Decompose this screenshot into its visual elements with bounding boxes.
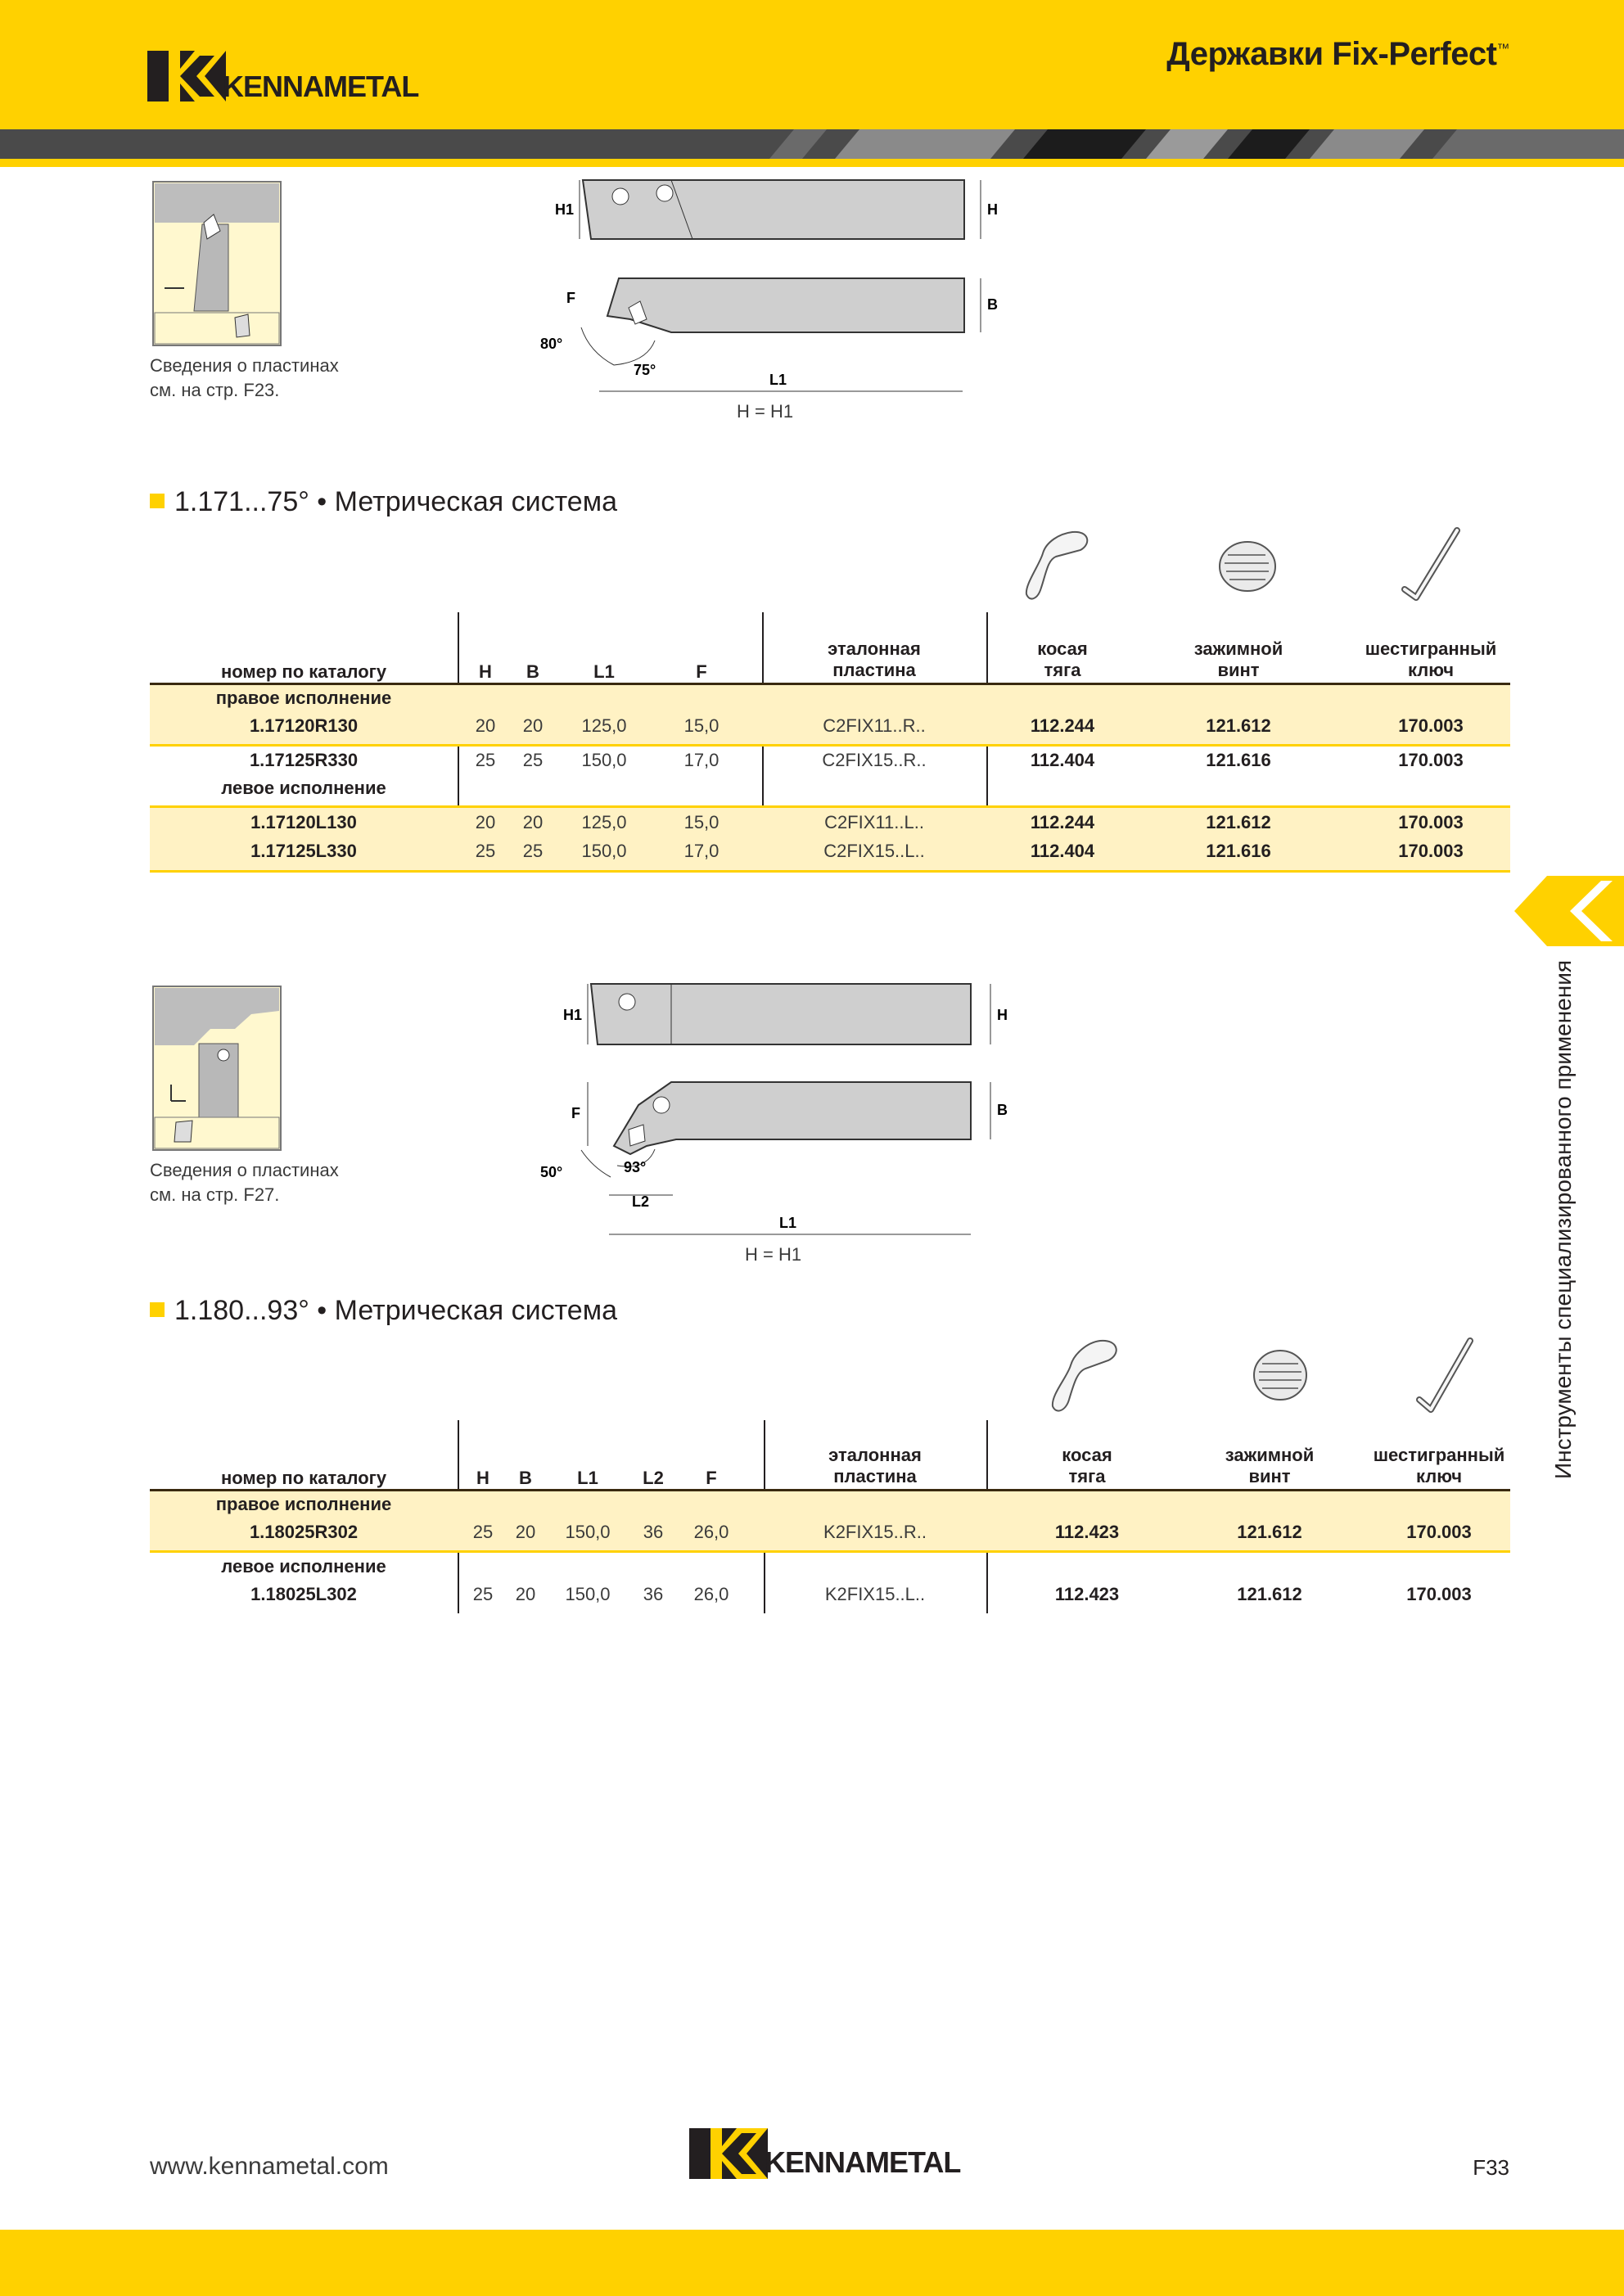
catalog-number: 1.17120L130 (250, 812, 357, 832)
page-title (1166, 36, 1509, 73)
holder-table-2 (150, 1420, 1510, 1617)
col-header-f: F (706, 1468, 717, 1488)
kennametal-logo (147, 51, 426, 101)
cell-screw: 121.616 (1206, 841, 1271, 861)
catalog-number: 1.18025L302 (250, 1584, 357, 1604)
cell-h: 25 (475, 750, 496, 770)
cell-f: 26,0 (693, 1584, 729, 1604)
group-label-right: правое исполнение (215, 688, 392, 708)
cell-insert: K2FIX15..L.. (824, 1584, 926, 1604)
col-header-key (1353, 638, 1509, 681)
clamp-screw-icon (1244, 1339, 1318, 1413)
col-header-h: H (479, 661, 492, 682)
side-tab-label-text: Инструменты специализированного применения (1550, 959, 1576, 1480)
cell-l1: 150,0 (581, 841, 627, 861)
section-heading-text: 1.180...93° • Метрическая система (174, 1295, 617, 1326)
cell-screw: 121.616 (1206, 750, 1271, 770)
yellow-square-bullet (150, 494, 165, 508)
col-header-catalog: номер по каталогу (220, 661, 387, 682)
cell-insert: K2FIX15..R.. (823, 1522, 927, 1542)
cell-h: 25 (472, 1584, 494, 1604)
table-bottom-rule (150, 870, 1510, 873)
cell-screw: 121.612 (1206, 715, 1271, 736)
col-header-catalog: номер по каталогу (220, 1468, 387, 1488)
cell-key: 170.003 (1406, 1522, 1472, 1542)
clamp-screw-icon (1211, 530, 1285, 604)
dim-b: B (987, 296, 998, 313)
col-header-l2: L2 (643, 1468, 664, 1488)
col-header-line: пластина (832, 660, 916, 680)
caption-line: см. на стр. F23. (150, 380, 280, 400)
cell-insert: C2FIX11..R.. (823, 715, 926, 736)
col-header-lever (1050, 1445, 1124, 1487)
section-heading-2 (150, 1295, 617, 1327)
cell-l2: 36 (643, 1522, 664, 1542)
insert-reference-caption-2 (150, 1158, 363, 1207)
col-header-insert (809, 638, 940, 681)
header-stripe-accent (0, 159, 1624, 167)
cell-key: 170.003 (1398, 841, 1464, 861)
website-link[interactable]: www.kennametal.com (150, 2153, 389, 2180)
cell-h: 20 (475, 715, 496, 736)
footer-band (0, 2230, 1624, 2296)
toolholder-drawing-1-svg (532, 172, 998, 426)
clamp-lever-icon (1023, 524, 1105, 614)
col-header-screw (1220, 1445, 1319, 1487)
catalog-number: 1.17125R330 (249, 750, 359, 770)
catalog-number: 1.17125L330 (250, 841, 357, 861)
col-header-f: F (696, 661, 707, 682)
caption-line: Сведения о пластинах (150, 1160, 339, 1180)
hex-key-icon (1392, 524, 1465, 614)
insert-reference-caption-1 (150, 354, 363, 403)
col-header-line: эталонная (828, 1445, 922, 1465)
cell-l1: 150,0 (581, 750, 627, 770)
cell-l1: 125,0 (581, 812, 627, 832)
col-header-line: косая (1062, 1445, 1112, 1465)
insert-thumbnail-2-image (153, 986, 281, 1150)
section-heading-1 (150, 486, 617, 518)
cell-l1: 150,0 (565, 1522, 611, 1542)
cell-insert: C2FIX15..R.. (822, 750, 927, 770)
logo-wordmark: KENNAMETAL (765, 2145, 961, 2179)
col-header-line: шестигранный (1365, 638, 1497, 659)
cell-h: 25 (472, 1522, 494, 1542)
footer-kennametal-logo (689, 2128, 968, 2179)
angle-50: 50° (540, 1164, 563, 1180)
cell-b: 20 (515, 1522, 536, 1542)
caption-line: см. на стр. F27. (150, 1184, 280, 1205)
cell-screw: 121.612 (1206, 812, 1271, 832)
cell-h: 20 (475, 812, 496, 832)
cell-lever: 112.404 (1030, 750, 1095, 770)
dim-b: B (997, 1102, 1008, 1118)
dim-h1: H1 (563, 1007, 583, 1023)
cell-f: 17,0 (683, 841, 720, 861)
stripe-pattern (0, 129, 1624, 159)
chevron-tab-icon (1514, 876, 1624, 946)
kennametal-logo-mark (147, 51, 226, 101)
cell-key: 170.003 (1398, 812, 1464, 832)
cell-f: 15,0 (683, 812, 720, 832)
col-header-line: тяга (1044, 660, 1081, 680)
cell-l2: 36 (643, 1584, 664, 1604)
col-header-line: косая (1037, 638, 1088, 659)
catalog-number: 1.18025R302 (249, 1522, 359, 1542)
cell-b: 20 (522, 715, 544, 736)
side-tab-label (1539, 959, 1588, 1480)
insert-thumbnail-1-image (153, 182, 281, 345)
cell-insert: C2FIX15..L.. (823, 841, 925, 861)
dim-f: F (566, 290, 575, 306)
cell-key: 170.003 (1406, 1584, 1472, 1604)
page-title-text: Державки Fix-Perfect (1166, 36, 1497, 72)
group-label-right: правое исполнение (215, 1494, 392, 1514)
angle-75: 75° (634, 362, 656, 378)
col-header-l1: L1 (593, 661, 615, 682)
toolholder-drawing-2 (532, 974, 1007, 1236)
cell-b: 20 (522, 812, 544, 832)
yellow-square-bullet (150, 1302, 165, 1317)
cell-b: 20 (515, 1584, 536, 1604)
hex-key-icon (1405, 1334, 1478, 1424)
dim-f: F (571, 1105, 580, 1121)
cell-key: 170.003 (1398, 715, 1464, 736)
cell-key: 170.003 (1398, 750, 1464, 770)
col-header-screw (1189, 638, 1288, 681)
cell-f: 15,0 (683, 715, 720, 736)
col-header-b: B (526, 661, 539, 682)
angle-93: 93° (624, 1159, 647, 1175)
cell-l1: 150,0 (565, 1584, 611, 1604)
insert-thumbnail-1 (153, 182, 281, 345)
toolholder-drawing-2-svg (532, 974, 1007, 1236)
header-stripe (0, 129, 1624, 159)
cell-screw: 121.612 (1237, 1584, 1302, 1604)
height-equation-2: H = H1 (745, 1244, 802, 1265)
kennametal-logo-mark (689, 2128, 768, 2179)
catalog-number: 1.17120R130 (249, 715, 359, 736)
group-label-left: левое исполнение (221, 778, 386, 798)
cell-l1: 125,0 (581, 715, 627, 736)
insert-thumbnail-2 (153, 986, 281, 1150)
cell-f: 26,0 (693, 1522, 729, 1542)
col-header-line: зажимной (1225, 1445, 1315, 1465)
dim-l1: L1 (769, 372, 787, 388)
col-header-key (1361, 1445, 1517, 1487)
dim-h: H (997, 1007, 1008, 1023)
cell-lever: 112.244 (1030, 715, 1095, 736)
logo-wordmark: KENNAMETAL (223, 70, 419, 103)
holder-table-1 (150, 612, 1510, 874)
col-header-line: ключ (1408, 660, 1454, 680)
col-header-line: винт (1248, 1466, 1291, 1486)
dim-l2: L2 (632, 1193, 650, 1210)
col-header-line: зажимной (1193, 638, 1283, 659)
section-heading-text: 1.171...75° • Метрическая система (174, 486, 617, 517)
col-header-line: ключ (1416, 1466, 1462, 1486)
col-header-h: H (476, 1468, 489, 1488)
dim-h1: H1 (555, 201, 575, 218)
height-equation-1: H = H1 (737, 401, 794, 422)
toolholder-drawing-1 (532, 172, 998, 426)
dim-l1: L1 (779, 1215, 797, 1231)
cell-lever: 112.423 (1054, 1522, 1120, 1542)
angle-80: 80° (540, 336, 563, 352)
col-header-l1: L1 (577, 1468, 598, 1488)
group-label-left: левое исполнение (221, 1556, 386, 1577)
col-header-line: шестигранный (1373, 1445, 1505, 1465)
cell-insert: C2FIX11..L.. (824, 812, 924, 832)
cell-f: 17,0 (683, 750, 720, 770)
caption-line: Сведения о пластинах (150, 355, 339, 376)
row-rule (150, 744, 1510, 747)
cell-b: 25 (522, 841, 544, 861)
cell-b: 25 (522, 750, 544, 770)
col-header-insert (810, 1445, 941, 1487)
col-header-line: тяга (1068, 1466, 1106, 1486)
cell-lever: 112.423 (1054, 1584, 1120, 1604)
clamp-lever-icon (1048, 1334, 1138, 1424)
col-header-line: эталонная (828, 638, 921, 659)
cell-lever: 112.244 (1030, 812, 1095, 832)
page-number: F33 (1473, 2155, 1509, 2180)
cell-lever: 112.404 (1030, 841, 1095, 861)
cell-h: 25 (475, 841, 496, 861)
col-header-lever (1026, 638, 1099, 681)
trademark: ™ (1496, 42, 1509, 56)
col-header-b: B (519, 1468, 532, 1488)
col-header-line: винт (1217, 660, 1260, 680)
row-rule (150, 1550, 1510, 1553)
dim-h: H (987, 201, 998, 218)
col-header-line: пластина (833, 1466, 917, 1486)
cell-screw: 121.612 (1237, 1522, 1302, 1542)
